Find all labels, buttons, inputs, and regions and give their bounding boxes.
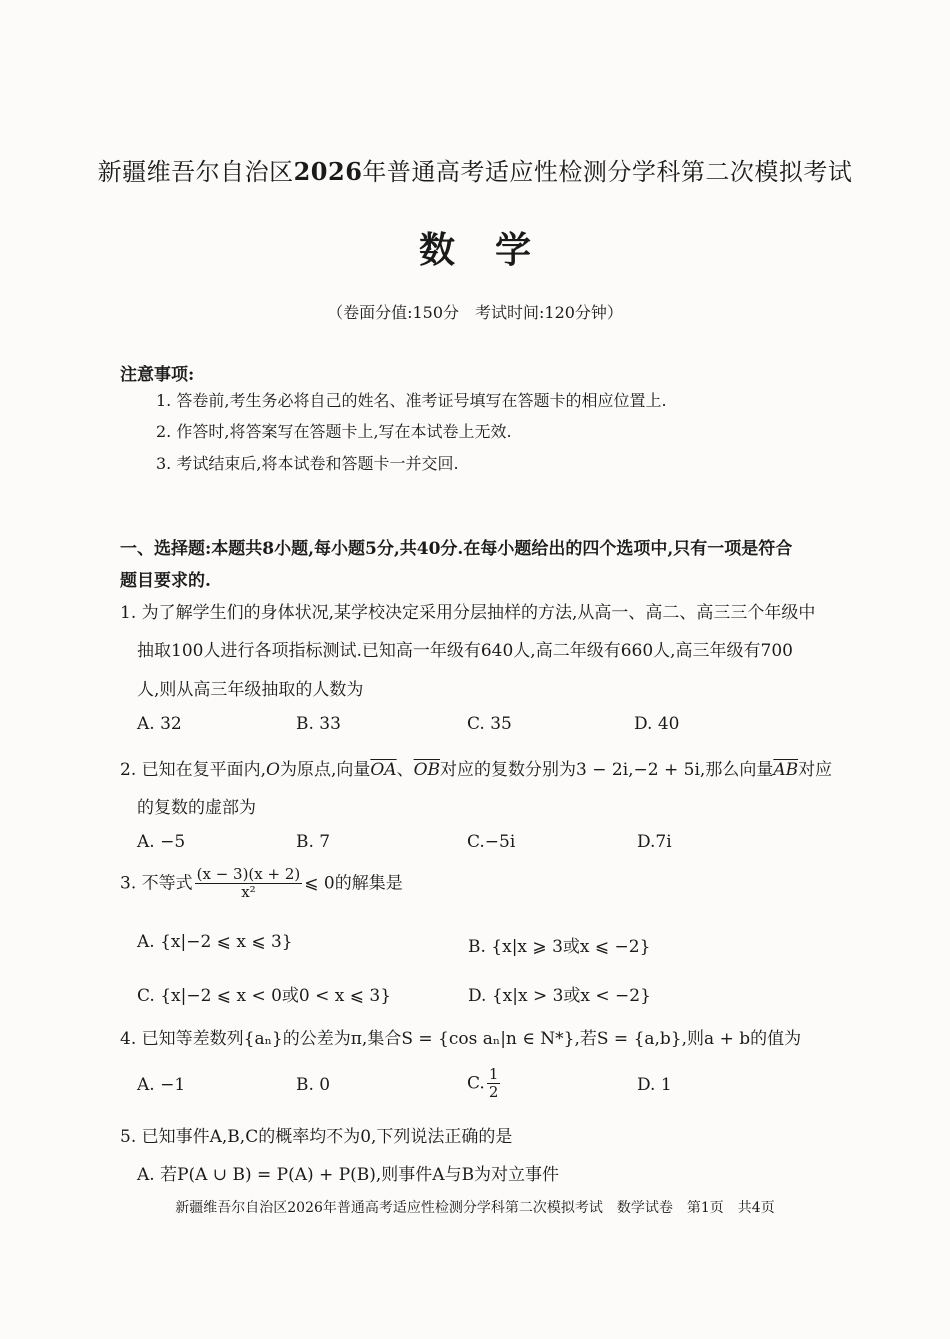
question-2-cont: 的复数的虚部为 — [137, 798, 256, 818]
question-1-cont: 抽取100人进行各项指标测试.已知高一年级有640人,高二年级有660人,高三年级有700 — [137, 641, 794, 661]
question-2: 2. 已知在复平面内,O为原点,向量$\overline{OA}$、$\overline{OB}$对应的复数分别为3 − 2i,−2 + 5i,那么向量$\overline{AB}$对应 — [120, 760, 833, 780]
q3-option-c: C. {x|−2 ⩽ x < 0或0 < x ⩽ 3} — [137, 986, 392, 1006]
q4-option-a: A. −1 — [137, 1075, 186, 1095]
question-4: 4. 已知等差数列{aₙ}的公差为π,集合S = {cos aₙ|n ∈ N*},若S = {a,b},则a + b的值为 — [120, 1029, 802, 1049]
notes-heading: 注意事项: — [120, 365, 195, 385]
vector-ob: $\overline{OB}$ — [413, 760, 441, 780]
q1-option-d: D. 40 — [634, 714, 680, 734]
exam-title: 新疆维吾尔自治区2026年普通高考适应性检测分学科第二次模拟考试 — [97, 157, 853, 186]
vector-ab: $\overline{AB}$ — [773, 760, 799, 780]
note-item: 1. 答卷前,考生务必将自己的姓名、准考证号填写在答题卡的相应位置上. — [156, 391, 667, 410]
q1-option-b: B. 33 — [296, 714, 341, 734]
fraction: $\frac{(x - 3)(x + 2)}{\text{x²}}$ — [196, 865, 301, 902]
q1-option-a: A. 32 — [137, 714, 182, 734]
note-item: 2. 作答时,将答案写在答题卡上,写在本试卷上无效. — [156, 422, 512, 441]
score-info: （卷面分值:150分 考试时间:120分钟） — [327, 303, 623, 322]
question-1: 1. 为了解学生们的身体状况,某学校决定采用分层抽样的方法,从高一、高二、高三三个年级中 — [120, 603, 816, 623]
q2-option-a: A. −5 — [137, 832, 186, 852]
note-item: 3. 考试结束后,将本试卷和答题卡一并交回. — [156, 454, 459, 473]
q2-option-c: C.−5i — [467, 832, 516, 852]
question-1-cont: 人,则从高三年级抽取的人数为 — [137, 680, 364, 700]
q1-option-c: C. 35 — [467, 714, 512, 734]
subject-title: 数学 — [418, 229, 571, 271]
q2-option-b: B. 7 — [296, 832, 331, 852]
q4-option-b: B. 0 — [296, 1075, 331, 1095]
q2-option-d: D.7i — [637, 832, 672, 852]
q4-option-d: D. 1 — [637, 1075, 672, 1095]
q3-option-d: D. {x|x > 3或x < −2} — [468, 986, 651, 1006]
q3-option-a: A. {x|−2 ⩽ x ⩽ 3} — [137, 932, 293, 952]
section-heading-cont: 题目要求的. — [120, 571, 211, 591]
question-5: 5. 已知事件A,B,C的概率均不为0,下列说法正确的是 — [120, 1127, 513, 1147]
q5-option-a: A. 若P(A ∪ B) = P(A) + P(B),则事件A与B为对立事件 — [137, 1165, 560, 1185]
vector-oa: $\overline{OA}$ — [370, 760, 397, 780]
section-heading: 一、选择题:本题共8小题,每小题5分,共40分.在每小题给出的四个选项中,只有一项是符合 — [120, 539, 793, 559]
q3-option-b: B. {x|x ⩾ 3或x ⩽ −2} — [468, 937, 651, 957]
q4-option-c: C. $\frac{1}{2}$ — [467, 1065, 499, 1102]
page-footer: 新疆维吾尔自治区2026年普通高考适应性检测分学科第二次模拟考试 数学试卷 第1页 共4页 — [175, 1200, 775, 1216]
question-3: 3. 不等式 $\frac{(x - 3)(x + 2)}{\text{x²}}$ ⩽ 0的解集是 — [120, 865, 403, 902]
